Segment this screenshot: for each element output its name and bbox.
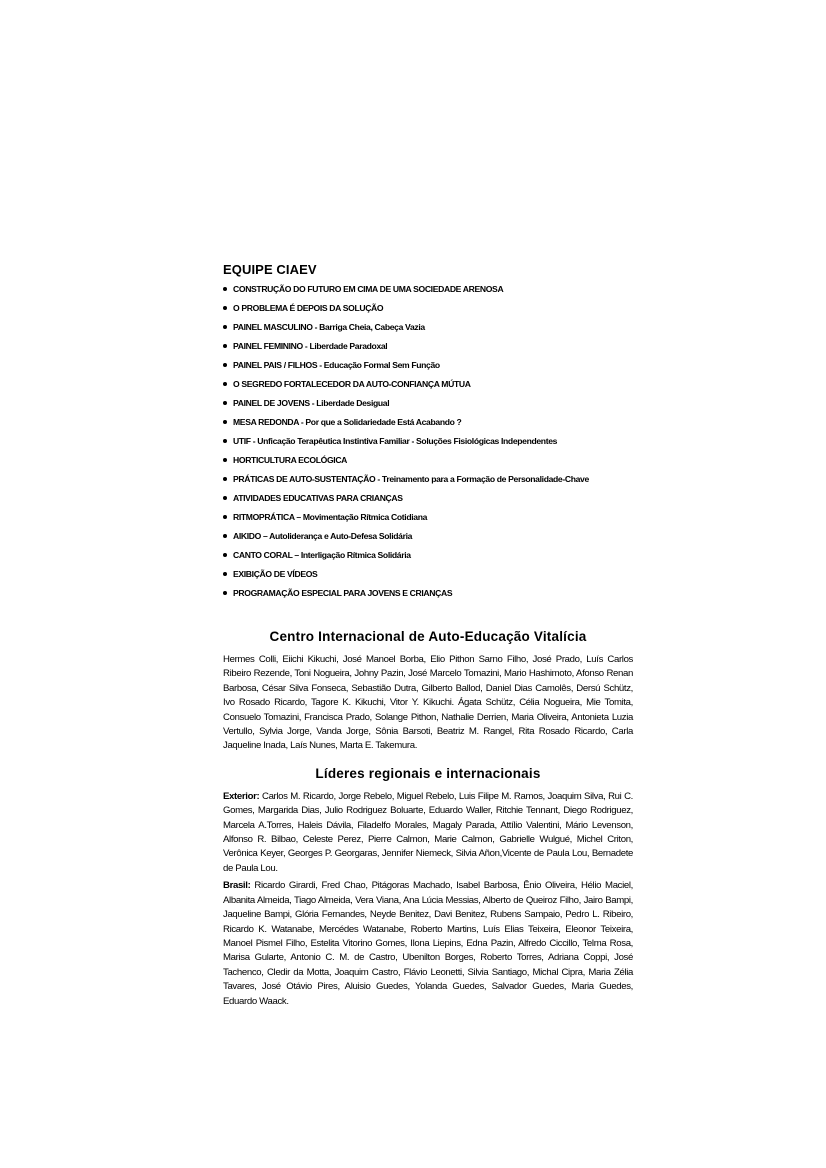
list-item: CANTO CORAL – Interligação Rítmica Solidária xyxy=(223,549,633,568)
bullet-icon xyxy=(223,553,227,557)
list-item: MESA REDONDA - Por que a Solidariedade Está Acabando ? xyxy=(223,416,633,435)
bullet-icon xyxy=(223,458,227,462)
list-item: HORTICULTURA ECOLÓGICA xyxy=(223,454,633,473)
exterior-leaders-text xyxy=(223,790,633,876)
bullet-icon xyxy=(223,439,227,443)
list-item: PRÁTICAS DE AUTO-SUSTENTAÇÃO - Treinamento para a Formação de Personalidade-Chave xyxy=(223,473,633,492)
center-title: Centro Internacional de Auto-Educação Vitalícia xyxy=(269,629,587,644)
bullet-icon xyxy=(223,591,227,595)
bullet-icon xyxy=(223,534,227,538)
list-item: O PROBLEMA É DEPOIS DA SOLUÇÃO xyxy=(223,302,633,321)
list-item: UTIF - Unficação Terapêutica Instintiva Familiar - Soluções Fisiológicas Independentes xyxy=(223,435,633,454)
list-item: ATIVIDADES EDUCATIVAS PARA CRIANÇAS xyxy=(223,492,633,511)
list-item: AIKIDO – Autoliderança e Auto-Defesa Solidária xyxy=(223,530,633,549)
list-item: PAINEL MASCULINO - Barriga Cheia, Cabeça Vazia xyxy=(223,321,633,340)
leaders-title: Líderes regionais e internacionais xyxy=(315,765,541,781)
bullet-icon xyxy=(223,287,227,291)
brasil-leaders-text xyxy=(223,879,633,1009)
bullet-icon xyxy=(223,306,227,310)
list-item: RITMOPRÁTICA – Movimentação Rítmica Cotidiana xyxy=(223,511,633,530)
center-members-text: Hermes Colli, Eiichi Kikuchi, José Manoel Borba, Elio Pithon Sarno Filho, José Prado, Luís Carlos Ribeiro Rezende, Toni Nogueira, Johny Pazin, José Marcelo Tomazini, Mario Hashimoto, Afonso Renan Barbosa, César Silva Fonseca, Sebastião Dutra, Gilberto Ballod, Daniel Dias Camolês, Dersú Schütz, Ivo Rosado Ricardo, Tagore K. Kikuchi, Vitor Y. Kikuchi. Ágata Schütz, Célia Nogueira, Mie Tomita, Consuelo Tomazini, Francisca Prado, Solange Pithon, Nathalie Derrien, Maria Oliveira, Antonieta Luzia Vertullo, Sylvia Jorge, Vanda Jorge, Sônia Barsoti, Beatriz M. Rangel, Rita Rosado Ricardo, Carla Jaqueline Inada, Laís Nunes, Marta E. Takemura. xyxy=(223,654,633,752)
list-item: PAINEL PAIS / FILHOS - Educação Formal Sem Função xyxy=(223,359,633,378)
bullet-icon xyxy=(223,572,227,576)
bullet-icon xyxy=(223,325,227,329)
team-activity-list xyxy=(223,283,633,606)
list-item: EXIBIÇÃO DE VÍDEOS xyxy=(223,568,633,587)
bullet-icon xyxy=(223,477,227,481)
list-item: PAINEL DE JOVENS - Liberdade Desigual xyxy=(223,397,633,416)
exterior-names: Carlos M. Ricardo, Jorge Rebelo, Miguel Rebelo, Luis Filipe M. Ramos, Joaquim Silva, Rui C. Gomes, Margarida Dias, Julio Rodriguez Boluarte, Eduardo Waller, Ritchie Tennant, Diego Rodriguez, Marcela A.Torres, Haleis Dávila, Filadelfo Morales, Magaly Parada, Attílio Valentini, Mário Levenson, Alfonso R. Bilbao, Celeste Perez, Pierre Calmon, Marie Calmon, Gabrielle Wulgué, Michel Criton, Verônica Keyer, Georges P. Georgaras, Jennifer Niemeck, Silvia Añon,Vicente de Paula Lou, Bernadete de Paula Lou. xyxy=(223,790,633,874)
bullet-icon xyxy=(223,420,227,424)
exterior-label: Exterior: xyxy=(223,790,260,802)
list-item: CONSTRUÇÃO DO FUTURO EM CIMA DE UMA SOCIEDADE ARENOSA xyxy=(223,283,633,302)
team-heading: EQUIPE CIAEV xyxy=(223,262,317,277)
bullet-icon xyxy=(223,515,227,519)
list-item: PAINEL FEMININO - Liberdade Paradoxal xyxy=(223,340,633,359)
list-item: PROGRAMAÇÃO ESPECIAL PARA JOVENS E CRIANÇAS xyxy=(223,587,633,606)
bullet-icon xyxy=(223,344,227,348)
brasil-names: Ricardo Girardi, Fred Chao, Pitágoras Machado, Isabel Barbosa, Ênio Oliveira, Hélio Maciel, Albanita Almeida, Tiago Almeida, Vera Viana, Ana Lúcia Messias, Alberto de Queiroz Filho, Jairo Bampi, Jaqueline Bampi, Glória Fernandes, Neyde Benitez, Davi Benitez, Rubens Sampaio, Pedro L. Ribeiro, Ricardo K. Watanabe, Mercédes Watanabe, Roberto Martins, Luís Elias Teixeira, Eleonor Teixeira, Manoel Pismel Filho, Estelita Vitorino Gomes, Ilona Liepins, Edna Pazin, Alfredo Ciccillo, Telma Rosa, Marisa Gularte, Antonio C. M. de Castro, Ubenilton Borges, Roberto Torres, Adriana Coppi, José Tachenco, Cledir da Motta, Joaquim Castro, Flávio Leonetti, Silvia Santiago, Michal Cipra, Maria Zélia Tavares, José Otávio Pires, Aluisio Guedes, Yolanda Guedes, Salvador Guedes, Maria Guedes, Eduardo Waack. xyxy=(223,880,633,1007)
document-page xyxy=(223,262,633,1009)
list-item: O SEGREDO FORTALECEDOR DA AUTO-CONFIANÇA MÚTUA xyxy=(223,378,633,397)
bullet-icon xyxy=(223,382,227,386)
bullet-icon xyxy=(223,496,227,500)
bullet-icon xyxy=(223,363,227,367)
bullet-icon xyxy=(223,401,227,405)
brasil-label: Brasil: xyxy=(223,880,251,892)
